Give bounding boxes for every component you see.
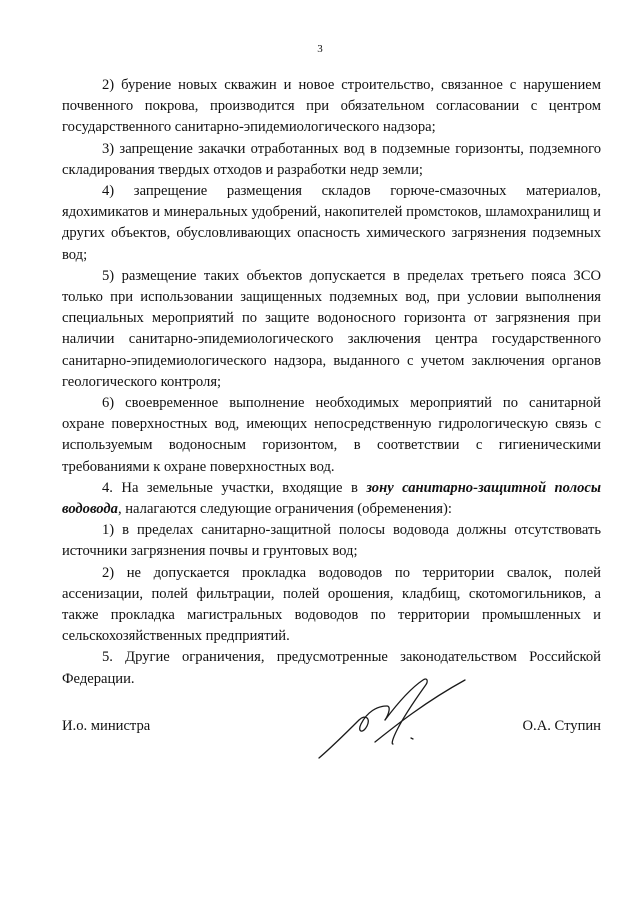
document-body (62, 75, 601, 690)
paragraph-section-4-item-1: 1) в пределах санитарно-защитной полосы водовода должны отсутствовать источники загрязнения почвы и грунтовых вод; (62, 522, 601, 560)
signatory-name: О.А. Ступин (522, 718, 601, 734)
paragraph-item-3-injection-ban: 3) запрещение закачки отработанных вод в подземные горизонты, подземного складирования твердых отходов и разработки недр земли; (62, 140, 601, 178)
position-title: И.о. министра (62, 718, 151, 734)
section-4-prefix: 4. На земельные участки, входящие в (102, 479, 367, 496)
section-4-suffix: , налагаются следующие ограничения (обременения): (117, 501, 452, 518)
paragraph-item-4-storage-ban: 4) запрещение размещения складов горюче-смазочных материалов, ядохимикатов и минеральных удобрений, накопителей промстоков, шламохранилищ и других объектов, обусловливающих опасность химического загрязнения подземных вод; (62, 183, 601, 263)
paragraph-item-5-placement: 5) размещение таких объектов допускается в пределах третьего пояса ЗСО только при использовании защищенных подземных вод, при условии выполнения специальных мероприятий по защите водоносного горизонта от загрязнения при наличии санитарно-эпидемиологического заключения центра государственного санитарно-эпидемиологического надзора, выданного с учетом заключения органов геологического контроля; (62, 267, 601, 390)
paragraph-section-4-item-2: 2) не допускается прокладка водоводов по территории свалок, полей ассенизации, полей фильтрации, полей орошения, кладбищ, скотомогильников, а также прокладка магистральных водоводов по территории промышленных и сельскохозяйственных предприятий. (62, 564, 601, 645)
paragraph-section-5: 5. Другие ограничения, предусмотренные законодательством Российской Федерации. (62, 649, 601, 687)
paragraph-section-4-intro (62, 478, 601, 520)
handwritten-signature-icon (315, 672, 475, 764)
section-4-emphasis: зону санитарно-защитной полосы водовода (62, 479, 601, 518)
paragraph-item-6-surface-water: 6) своевременное выполнение необходимых мероприятий по санитарной охране поверхностных вод, имеющих непосредственную гидрологическую связь с используемым водоносным горизонтом, в соответствии с гигиеническими требованиями к охране поверхностных вод. (62, 395, 601, 475)
page-number: 3 (317, 43, 323, 55)
paragraph-item-2-drilling: 2) бурение новых скважин и новое строительство, связанное с нарушением почвенного покрова, производится при обязательном согласовании с центром государственного санитарно-эпидемиологического надзора; (62, 77, 601, 136)
